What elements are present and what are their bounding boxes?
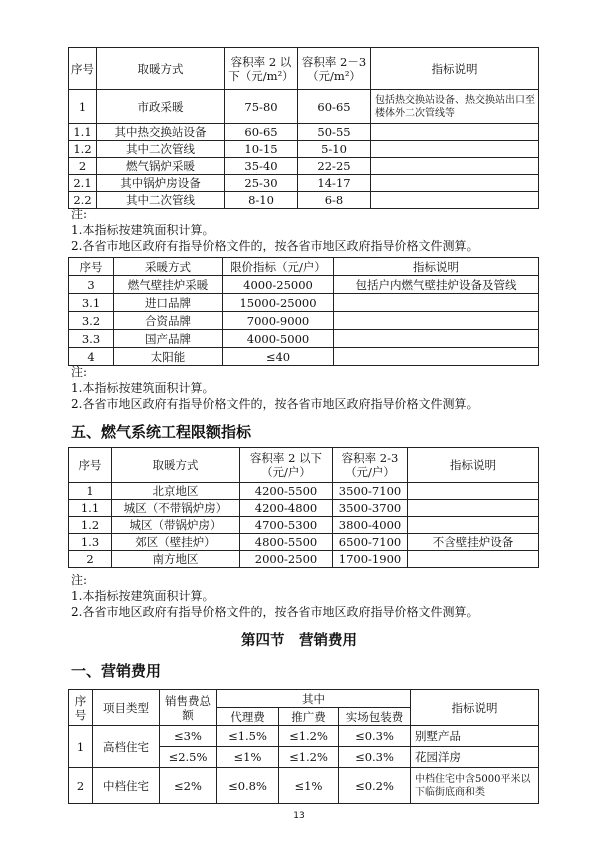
- table-row: [69, 348, 539, 366]
- table-cell: 15000-25000: [223, 294, 334, 312]
- table-cell: 3.2: [69, 312, 114, 330]
- table-cell: 2: [69, 158, 97, 175]
- table-cell: 中档住宅: [93, 768, 160, 804]
- table-cell: 不含壁挂炉设备: [408, 534, 539, 551]
- header-cell: 指标说明: [408, 448, 539, 483]
- table-cell: 1.1: [69, 500, 112, 517]
- header-cell: 取暖方式: [97, 48, 225, 90]
- note-line: 2.各省市地区政府有指导价格文件的，按各省市地区政府指导价格文件测算。: [71, 239, 479, 253]
- table-cell: 5-10: [298, 141, 371, 158]
- table-cell: [371, 141, 539, 158]
- header-cell: 其中: [217, 690, 411, 708]
- table-header-row: [69, 690, 539, 708]
- table-cell: 4700-5300: [240, 517, 333, 534]
- table-cell: 22-25: [298, 158, 371, 175]
- table-cell: 其中锅炉房设备: [97, 175, 225, 192]
- table-cell: 6500-7100: [333, 534, 408, 551]
- note-line: 1.本指标按建筑面积计算。: [71, 381, 215, 395]
- note-line: 1.本指标按建筑面积计算。: [71, 223, 215, 237]
- table-cell: ≤0.3%: [339, 726, 411, 747]
- table-row: [69, 192, 539, 209]
- note-line: 2.各省市地区政府有指导价格文件的，按各省市地区政府指导价格文件测算。: [71, 397, 479, 411]
- table-cell: 2: [69, 551, 112, 568]
- header-cell: 代理费: [217, 708, 279, 726]
- table-cell: ≤1%: [279, 768, 339, 804]
- table-cell: [371, 124, 539, 141]
- table-cell: 其中热交换站设备: [97, 124, 225, 141]
- table-cell: 3500-3700: [333, 500, 408, 517]
- table-cell: 1.2: [69, 517, 112, 534]
- note-line: 1.本指标按建筑面积计算。: [71, 589, 215, 603]
- table-cell: [371, 175, 539, 192]
- table-cell: [334, 330, 539, 348]
- header-cell: 实场包装费: [339, 708, 411, 726]
- table-cell: 1700-1900: [333, 551, 408, 568]
- note-line: 2.各省市地区政府有指导价格文件的，按各省市地区政府指导价格文件测算。: [71, 605, 479, 619]
- table-row: [69, 330, 539, 348]
- table-cell: 35-40: [225, 158, 298, 175]
- table-cell: 花园洋房: [411, 747, 539, 768]
- table-cell: 3.1: [69, 294, 114, 312]
- header-cell: 取暖方式: [112, 448, 240, 483]
- table-cell: 2: [69, 768, 93, 804]
- table-cell: 城区（带锅炉房）: [112, 517, 240, 534]
- table-cell: ≤0.2%: [339, 768, 411, 804]
- table-cell: 2.1: [69, 175, 97, 192]
- table-cell: ≤2%: [160, 768, 217, 804]
- table-cell: 太阳能: [114, 348, 223, 366]
- header-cell: 容积率 2 以下（元/户）: [240, 448, 333, 483]
- table-cell: ≤1.2%: [279, 747, 339, 768]
- table-cell: 10-15: [225, 141, 298, 158]
- table-cell: [408, 483, 539, 500]
- table-cell: 75-80: [225, 90, 298, 124]
- table-row: [69, 294, 539, 312]
- table-cell: 包括热交换站设备、热交换站出口至楼体外二次管线等: [371, 90, 539, 124]
- table-cell: 北京地区: [112, 483, 240, 500]
- table-cell: 8-10: [225, 192, 298, 209]
- table-row: [69, 312, 539, 330]
- table-cell: [371, 192, 539, 209]
- header-cell: 容积率 2 以下（元/m²）: [225, 48, 298, 90]
- table-row: [69, 517, 539, 534]
- table-cell: 60-65: [225, 124, 298, 141]
- table-cell: 中档住宅中含5000平米以下临街底商和类: [411, 768, 539, 804]
- table-cell: 1.2: [69, 141, 97, 158]
- table-cell: ≤0.8%: [217, 768, 279, 804]
- table-row: [69, 768, 539, 804]
- note-label: 注:: [71, 365, 88, 379]
- table-cell: ≤1%: [217, 747, 279, 768]
- header-cell: 采暖方式: [114, 258, 223, 276]
- table-cell: 高档住宅: [93, 726, 160, 768]
- table-cell: 国产品牌: [114, 330, 223, 348]
- table-row: [69, 158, 539, 175]
- table-cell: 4200-5500: [240, 483, 333, 500]
- table-row: [69, 124, 539, 141]
- header-cell: 容积率 2-3（元/户）: [333, 448, 408, 483]
- table-cell: 燃气壁挂炉采暖: [114, 276, 223, 294]
- table-header-row: [69, 48, 539, 90]
- table-cell: [408, 551, 539, 568]
- table-cell: [334, 294, 539, 312]
- header-cell: 序号: [69, 690, 93, 726]
- table-cell: 4000-25000: [223, 276, 334, 294]
- table-cell: 4200-4800: [240, 500, 333, 517]
- table-cell: 25-30: [225, 175, 298, 192]
- table-cell: 4: [69, 348, 114, 366]
- heating-table: [68, 47, 539, 209]
- header-cell: 序号: [69, 258, 114, 276]
- table-cell: 1: [69, 90, 97, 124]
- table-cell: 3800-4000: [333, 517, 408, 534]
- table-cell: 其中二次管线: [97, 141, 225, 158]
- header-cell: 销售费总额: [160, 690, 217, 726]
- table-cell: ≤1.5%: [217, 726, 279, 747]
- table-cell: 4000-5000: [223, 330, 334, 348]
- table-cell: 14-17: [298, 175, 371, 192]
- marketing-table: [68, 689, 539, 804]
- table-cell: 7000-9000: [223, 312, 334, 330]
- header-cell: 序号: [69, 48, 97, 90]
- table-cell: 6-8: [298, 192, 371, 209]
- table-cell: 南方地区: [112, 551, 240, 568]
- table-row: [69, 276, 539, 294]
- table-cell: 50-55: [298, 124, 371, 141]
- table-cell: 郊区（壁挂炉）: [112, 534, 240, 551]
- table-cell: 3.3: [69, 330, 114, 348]
- table-cell: 城区（不带锅炉房）: [112, 500, 240, 517]
- header-cell: 限价指标（元/户）: [223, 258, 334, 276]
- table-row: [69, 175, 539, 192]
- section-title: 第四节 营销费用: [241, 633, 357, 649]
- table-cell: 合资品牌: [114, 312, 223, 330]
- table-cell: 进口品牌: [114, 294, 223, 312]
- header-cell: 推广费: [279, 708, 339, 726]
- table-cell: ≤40: [223, 348, 334, 366]
- header-cell: 指标说明: [411, 690, 539, 726]
- table-cell: ≤2.5%: [160, 747, 217, 768]
- table-row: [69, 500, 539, 517]
- table-cell: 2.2: [69, 192, 97, 209]
- header-cell: 指标说明: [371, 48, 539, 90]
- gas-table: [68, 447, 539, 568]
- table-cell: ≤0.3%: [339, 747, 411, 768]
- table-cell: 包括户内燃气壁挂炉设备及管线: [334, 276, 539, 294]
- marketing-heading: 一、营销费用: [71, 662, 162, 680]
- table-cell: 1: [69, 483, 112, 500]
- header-cell: 序号: [69, 448, 112, 483]
- table-row: [69, 90, 539, 124]
- table-cell: 3: [69, 276, 114, 294]
- table-cell: 3500-7100: [333, 483, 408, 500]
- header-cell: 指标说明: [334, 258, 539, 276]
- note-label: 注:: [71, 207, 88, 221]
- table-cell: [334, 348, 539, 366]
- page-number: 13: [293, 811, 305, 821]
- table-cell: [371, 158, 539, 175]
- table-row: [69, 534, 539, 551]
- table-cell: 1: [69, 726, 93, 768]
- table-header-row: [69, 448, 539, 483]
- table-cell: [408, 500, 539, 517]
- table-cell: 市政采暖: [97, 90, 225, 124]
- table-row: [69, 551, 539, 568]
- table-row: [69, 483, 539, 500]
- table-cell: 4800-5500: [240, 534, 333, 551]
- gas-section-heading: 五、燃气系统工程限额指标: [71, 423, 252, 441]
- table-cell: ≤1.2%: [279, 726, 339, 747]
- boiler-table: [68, 257, 539, 366]
- table-cell: [334, 312, 539, 330]
- table-cell: 其中二次管线: [97, 192, 225, 209]
- table-row: [69, 141, 539, 158]
- table-cell: 1.1: [69, 124, 97, 141]
- note-label: 注:: [71, 573, 88, 587]
- header-cell: 项目类型: [93, 690, 160, 726]
- table-header-row: [69, 258, 539, 276]
- table-cell: ≤3%: [160, 726, 217, 747]
- header-cell: 容积率 2－3（元/m²）: [298, 48, 371, 90]
- table-cell: 2000-2500: [240, 551, 333, 568]
- table-row: [69, 726, 539, 747]
- table-cell: 别墅产品: [411, 726, 539, 747]
- table-cell: 60-65: [298, 90, 371, 124]
- table-cell: 燃气锅炉采暖: [97, 158, 225, 175]
- table-cell: 1.3: [69, 534, 112, 551]
- table-cell: [408, 517, 539, 534]
